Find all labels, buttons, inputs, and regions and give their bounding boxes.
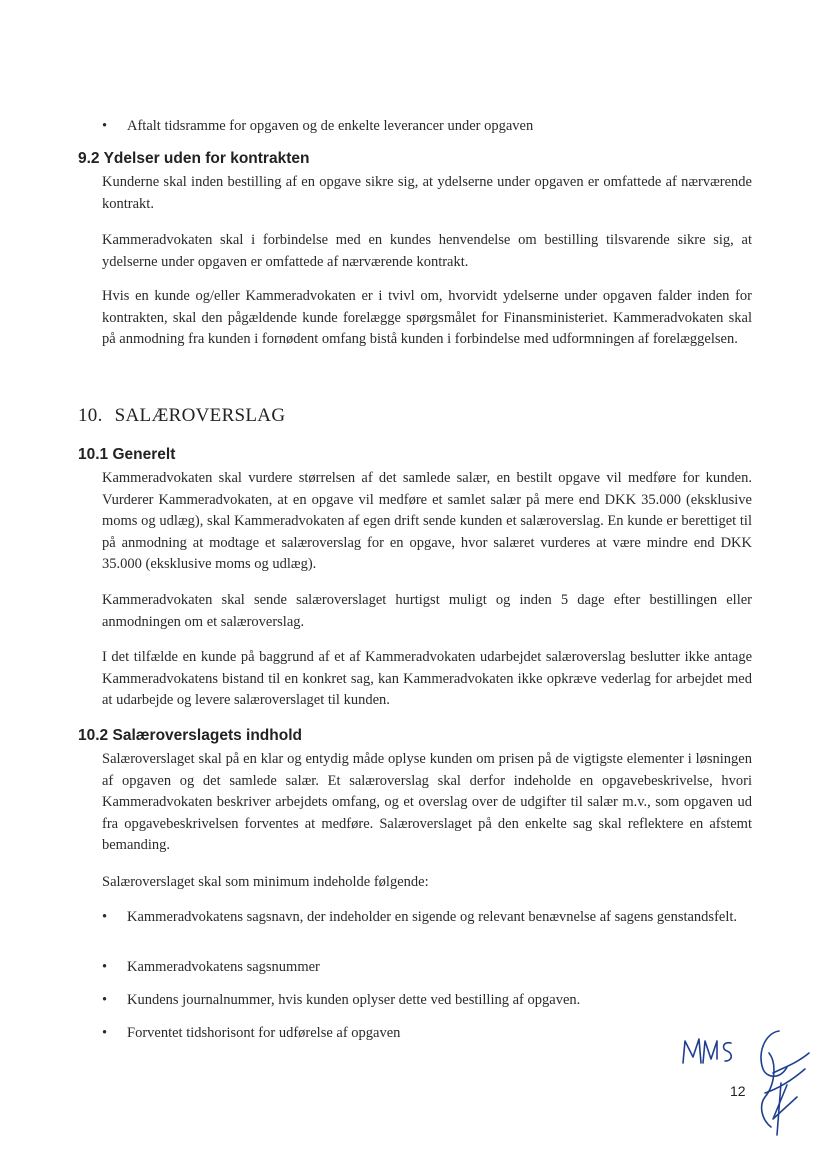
paragraph: Kammeradvokaten skal i forbindelse med en kundes henvendelse om bestilling tilsvarende sikre sig, at ydelserne under opgaven er omfattede af nærværende kontrakt. [102,232,752,270]
bullet-dot: • [102,1025,108,1041]
page-number: 12 [730,1083,746,1099]
paragraph: Kammeradvokaten skal sende salæroverslaget hurtigst muligt og inden 5 dage efter bestillingen eller anmodningen om et salæroverslag. [102,592,752,630]
section-number: 10.1 [78,446,109,463]
section-heading-10 [78,405,285,427]
list-item [102,956,757,978]
list-item-text: Kundens journalnummer, hvis kunden oplyser dette ved bestilling af opgaven. [127,992,581,1008]
bullet-dot: • [102,909,108,925]
paragraph: Salæroverslaget skal som minimum indeholde følgende: [102,874,429,890]
paragraph: Kunderne skal inden bestilling af en opgave sikre sig, at ydelserne under opgaven er omfattede af nærværende kontrakt. [102,174,752,212]
list-item [102,989,757,1011]
section-title: Salæroverslagets indhold [112,727,302,744]
section-title: Generelt [112,446,176,463]
section-title: SALÆROVERSLAG [114,405,286,426]
list-item-text: Aftalt tidsramme for opgaven og de enkelte leverancer under opgaven [127,118,534,134]
paragraph: I det tilfælde en kunde på baggrund af et af Kammeradvokaten udarbejdet salæroverslag beslutter ikke antage Kammeradvokatens bistand til en konkret sag, kan Kammeradvokaten ikke opkræve vederlag for arbejdet med at udarbejde og levere salæroverslaget til kunden. [102,649,752,708]
list-item [102,115,757,137]
section-heading-10-1 [78,446,175,464]
list-item-text: Kammeradvokatens sagsnavn, der indeholder en sigende og relevant benævnelse af sagens genstandsfelt. [127,909,738,925]
paragraph: Salæroverslaget skal på en klar og entydig måde oplyse kunden om prisen på de vigtigste elementer i løsningen af opgaven og det samlede salær. Et salæroverslag skal derfor indeholde en opgavebeskrivelse, hvori Kammeradvokaten beskriver arbejdets omfang, og et overslag over de udgifter til salær m.v., som opgaven ud fra opgavebeskrivelsen forventes at medføre. Salæroverslaget på den enkelte sag skal reflektere en afstemt bemanding. [102,751,752,853]
section-heading-10-2 [78,727,302,745]
paragraph: Kammeradvokaten skal vurdere størrelsen af det samlede salær, en bestilt opgave vil medføre for kunden. Vurderer Kammeradvokaten, at en opgave vil medføre et samlet salær på mere end DKK 35.000 (eksklusive moms og udlæg), skal Kammeradvokaten af egen drift sende kunden et salæroverslag. En kunde er berettiget til på anmodning at modtage et salæroverslag for en opgave, hvor salæret vurderes at være mindre end DKK 35.000 (eksklusive moms og udlæg). [102,470,752,572]
bullet-dot: • [102,992,108,1008]
list-item-text: Kammeradvokatens sagsnummer [127,959,320,975]
section-number: 9.2 [78,150,100,167]
paragraph: Hvis en kunde og/eller Kammeradvokaten er i tvivl om, hvorvidt ydelserne under opgaven falder inden for kontrakten, skal den pågældende kunde forelægge spørgsmålet for Finansministeriet. Kammeradvokaten skal på anmodning fra kunden i fornødent omfang bistå kunden i forbindelse med udformningen af forelæggelsen. [102,288,752,347]
section-number: 10. [78,405,103,426]
list-item [102,1022,757,1044]
section-number: 10.2 [78,727,109,744]
list-item-text: Forventet tidshorisont for udførelse af opgaven [127,1025,401,1041]
list-item [102,906,757,928]
bullet-dot: • [102,959,108,975]
bullet-dot: • [102,118,108,134]
section-heading-9-2 [78,150,309,168]
section-title: Ydelser uden for kontrakten [103,150,310,167]
